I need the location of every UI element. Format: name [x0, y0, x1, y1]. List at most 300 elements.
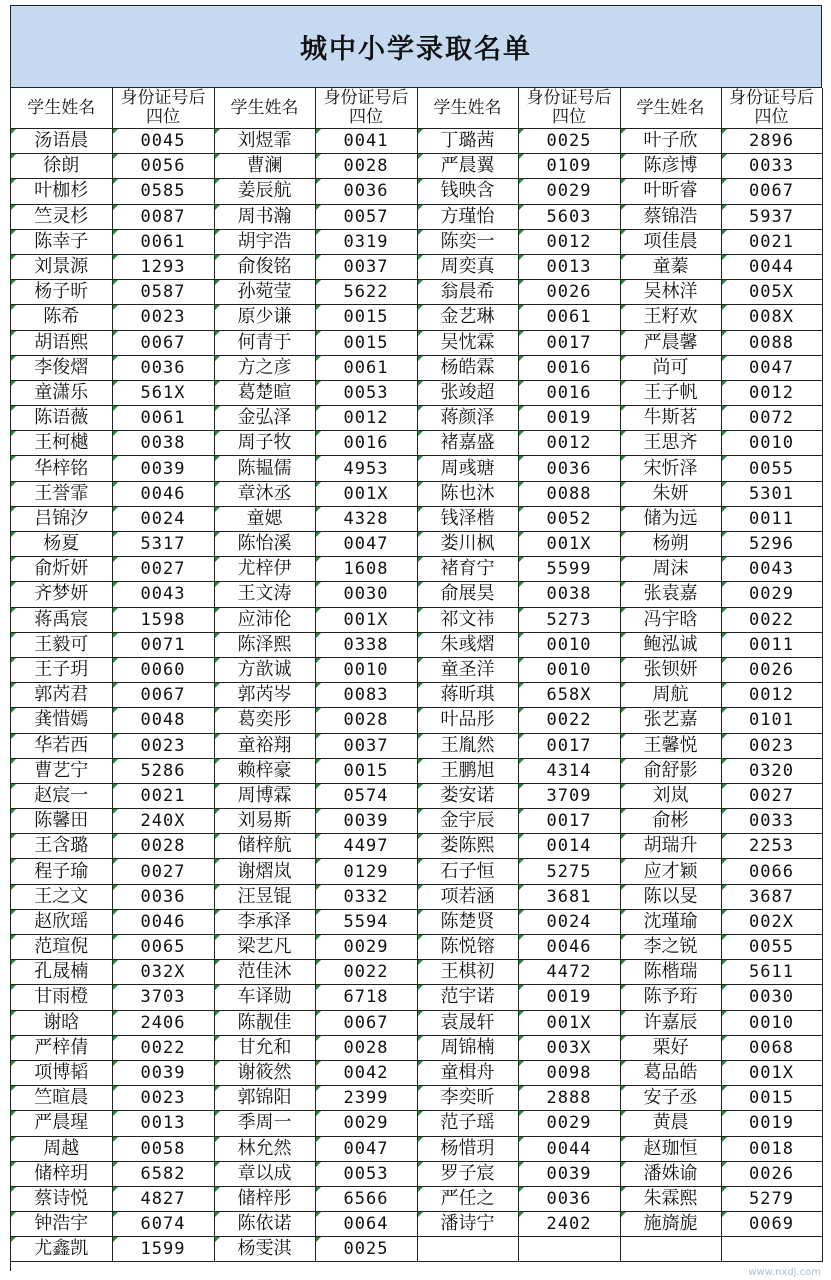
id-last4-cell	[721, 1237, 822, 1262]
student-name-cell: 蒋颜泽	[417, 406, 518, 431]
id-last4-cell: 0027	[721, 783, 822, 808]
id-last4-cell: 0338	[315, 632, 417, 657]
table-row	[11, 506, 822, 531]
student-name-cell: 陈希	[11, 305, 112, 330]
student-name-cell: 金艺琳	[417, 305, 518, 330]
student-name-cell: 葛奕彤	[214, 708, 315, 733]
id-last4-cell: 5296	[721, 532, 822, 557]
student-name-cell: 钱泽楷	[417, 506, 518, 531]
id-last4-cell: 1598	[112, 607, 214, 632]
student-name-cell: 蔡诗悦	[11, 1186, 112, 1211]
student-name-cell: 周航	[620, 683, 721, 708]
id-last4-cell: 0088	[518, 481, 620, 506]
student-name-cell: 方之彦	[214, 355, 315, 380]
id-last4-cell: 0045	[112, 129, 214, 154]
student-name-cell: 吕锦汐	[11, 506, 112, 531]
id-last4-cell: 658X	[518, 683, 620, 708]
student-name-cell: 张竣超	[417, 380, 518, 405]
table-row	[11, 758, 822, 783]
table-row	[11, 733, 822, 758]
student-name-cell: 郭芮君	[11, 683, 112, 708]
student-name-cell: 朱妍	[620, 481, 721, 506]
table-row	[11, 1060, 822, 1085]
student-name-cell	[417, 1237, 518, 1262]
student-name-cell: 李承泽	[214, 909, 315, 934]
id-last4-cell: 001X	[721, 1060, 822, 1085]
student-name-cell: 谢晗	[11, 1010, 112, 1035]
id-last4-cell: 0024	[518, 909, 620, 934]
id-last4-cell: 0048	[112, 708, 214, 733]
id-last4-cell: 0043	[721, 557, 822, 582]
student-name-cell: 宋忻泽	[620, 456, 721, 481]
table-row	[11, 783, 822, 808]
student-name-cell: 俞展昊	[417, 582, 518, 607]
id-last4-cell: 001X	[315, 607, 417, 632]
student-name-cell: 汪昱锟	[214, 884, 315, 909]
id-last4-cell: 0067	[112, 683, 214, 708]
id-last4-cell: 0039	[112, 1060, 214, 1085]
header-id: 身份证号后四位	[112, 88, 214, 129]
table-row	[11, 154, 822, 179]
student-name-cell: 蒋昕琪	[417, 683, 518, 708]
student-name-cell: 刘景源	[11, 254, 112, 279]
id-last4-cell: 0067	[112, 330, 214, 355]
id-last4-cell: 3681	[518, 884, 620, 909]
id-last4-cell: 0012	[315, 406, 417, 431]
student-name-cell: 范宇诺	[417, 985, 518, 1010]
id-last4-cell: 0021	[721, 229, 822, 254]
id-last4-cell: 0029	[518, 1111, 620, 1136]
id-last4-cell: 0046	[112, 909, 214, 934]
student-name-cell: 潘诗宁	[417, 1212, 518, 1237]
student-name-cell: 汤语晨	[11, 129, 112, 154]
id-last4-cell: 0039	[518, 1161, 620, 1186]
student-name-cell: 尤梓伊	[214, 557, 315, 582]
id-last4-cell: 008X	[721, 305, 822, 330]
header-name: 学生姓名	[214, 88, 315, 129]
student-name-cell: 储梓彤	[214, 1186, 315, 1211]
id-last4-cell: 0055	[721, 935, 822, 960]
header-name: 学生姓名	[417, 88, 518, 129]
id-last4-cell: 1293	[112, 254, 214, 279]
student-name-cell: 王子玥	[11, 657, 112, 682]
table-row	[11, 481, 822, 506]
student-name-cell: 严晨翼	[417, 154, 518, 179]
id-last4-cell: 001X	[315, 481, 417, 506]
student-name-cell: 应沛伦	[214, 607, 315, 632]
id-last4-cell: 0023	[721, 733, 822, 758]
student-name-cell: 翁晨希	[417, 280, 518, 305]
id-last4-cell: 0037	[315, 254, 417, 279]
student-name-cell: 褚嘉盛	[417, 431, 518, 456]
id-last4-cell: 0061	[112, 406, 214, 431]
student-name-cell: 谢熠岚	[214, 859, 315, 884]
student-name-cell: 甘允和	[214, 1035, 315, 1060]
id-last4-cell: 0047	[315, 1136, 417, 1161]
table-row	[11, 1010, 822, 1035]
student-name-cell: 严晨瑆	[11, 1111, 112, 1136]
student-name-cell: 齐梦妍	[11, 582, 112, 607]
student-name-cell: 范子瑶	[417, 1111, 518, 1136]
id-last4-cell: 1608	[315, 557, 417, 582]
table-row	[11, 431, 822, 456]
student-name-cell: 车译勋	[214, 985, 315, 1010]
id-last4-cell: 003X	[518, 1035, 620, 1060]
student-name-cell: 胡瑞升	[620, 834, 721, 859]
id-last4-cell: 0033	[721, 154, 822, 179]
table-row	[11, 683, 822, 708]
id-last4-cell: 0021	[112, 783, 214, 808]
id-last4-cell: 5603	[518, 204, 620, 229]
table-row	[11, 129, 822, 154]
table-row	[11, 960, 822, 985]
student-name-cell: 王馨悦	[620, 733, 721, 758]
student-name-cell: 杨皓霖	[417, 355, 518, 380]
id-last4-cell: 0071	[112, 632, 214, 657]
student-name-cell: 陈奕一	[417, 229, 518, 254]
student-name-cell: 陈怡溪	[214, 532, 315, 557]
id-last4-cell: 0010	[518, 657, 620, 682]
id-last4-cell: 0012	[721, 683, 822, 708]
table-row	[11, 532, 822, 557]
id-last4-cell: 0101	[721, 708, 822, 733]
id-last4-cell: 0038	[112, 431, 214, 456]
student-name-cell: 陈馨田	[11, 809, 112, 834]
id-last4-cell: 0047	[315, 532, 417, 557]
student-name-cell: 何青于	[214, 330, 315, 355]
student-name-cell: 王毅可	[11, 632, 112, 657]
id-last4-cell: 032X	[112, 960, 214, 985]
id-last4-cell: 0010	[721, 1010, 822, 1035]
id-last4-cell: 0010	[721, 431, 822, 456]
id-last4-cell: 0058	[112, 1136, 214, 1161]
id-last4-cell: 6718	[315, 985, 417, 1010]
student-name-cell: 陈以旻	[620, 884, 721, 909]
id-last4-cell: 0055	[721, 456, 822, 481]
student-name-cell: 项博韬	[11, 1060, 112, 1085]
student-name-cell: 季周一	[214, 1111, 315, 1136]
table-row	[11, 809, 822, 834]
student-name-cell: 杨朔	[620, 532, 721, 557]
id-last4-cell: 0046	[518, 935, 620, 960]
id-last4-cell: 0041	[315, 129, 417, 154]
id-last4-cell: 0064	[315, 1212, 417, 1237]
id-last4-cell: 0053	[315, 1161, 417, 1186]
id-last4-cell: 0028	[112, 834, 214, 859]
id-last4-cell: 0015	[315, 305, 417, 330]
student-name-cell: 周子牧	[214, 431, 315, 456]
student-name-cell: 林允然	[214, 1136, 315, 1161]
student-name-cell: 陈语薇	[11, 406, 112, 431]
id-last4-cell: 2402	[518, 1212, 620, 1237]
id-last4-cell: 0017	[518, 733, 620, 758]
id-last4-cell: 0047	[721, 355, 822, 380]
header-id: 身份证号后四位	[721, 88, 822, 129]
id-last4-cell: 0026	[721, 657, 822, 682]
table-row	[11, 985, 822, 1010]
student-name-cell: 俞彬	[620, 809, 721, 834]
id-last4-cell: 0039	[112, 456, 214, 481]
id-last4-cell: 0037	[315, 733, 417, 758]
watermark: www.nxdj.com	[748, 1267, 821, 1278]
student-name-cell: 潘姝谕	[620, 1161, 721, 1186]
id-last4-cell: 0046	[112, 481, 214, 506]
student-name-cell: 华若西	[11, 733, 112, 758]
id-last4-cell: 6566	[315, 1186, 417, 1211]
student-name-cell: 蔡锦浩	[620, 204, 721, 229]
id-last4-cell: 0036	[518, 1186, 620, 1211]
id-last4-cell: 0036	[112, 884, 214, 909]
id-last4-cell: 0017	[518, 330, 620, 355]
student-name-cell: 王籽欢	[620, 305, 721, 330]
table-row	[11, 1136, 822, 1161]
student-name-cell	[620, 1237, 721, 1262]
id-last4-cell: 0087	[112, 204, 214, 229]
student-name-cell: 严梓倩	[11, 1035, 112, 1060]
id-last4-cell: 0029	[721, 582, 822, 607]
id-last4-cell: 0015	[721, 1086, 822, 1111]
id-last4-cell: 0028	[315, 1035, 417, 1060]
id-last4-cell: 0015	[315, 758, 417, 783]
id-last4-cell: 0022	[721, 607, 822, 632]
student-name-cell: 陈也沐	[417, 481, 518, 506]
id-last4-cell: 0029	[518, 179, 620, 204]
id-last4-cell: 0109	[518, 154, 620, 179]
student-name-cell: 葛楚暄	[214, 380, 315, 405]
table-row	[11, 456, 822, 481]
table-row	[11, 1111, 822, 1136]
student-name-cell: 李之锐	[620, 935, 721, 960]
table-row	[11, 406, 822, 431]
table-row	[11, 657, 822, 682]
id-last4-cell: 0029	[315, 935, 417, 960]
student-name-cell: 陈悦镕	[417, 935, 518, 960]
id-last4-cell: 0038	[518, 582, 620, 607]
id-last4-cell: 0010	[518, 632, 620, 657]
id-last4-cell: 5286	[112, 758, 214, 783]
student-name-cell: 周越	[11, 1136, 112, 1161]
student-name-cell: 杨子昕	[11, 280, 112, 305]
student-name-cell: 周书瀚	[214, 204, 315, 229]
student-name-cell: 朱霖熙	[620, 1186, 721, 1211]
id-last4-cell: 0320	[721, 758, 822, 783]
id-last4-cell: 0587	[112, 280, 214, 305]
id-last4-cell: 0585	[112, 179, 214, 204]
id-last4-cell: 0022	[518, 708, 620, 733]
id-last4-cell: 0019	[518, 985, 620, 1010]
id-last4-cell: 5594	[315, 909, 417, 934]
student-name-cell: 赖梓豪	[214, 758, 315, 783]
student-name-cell: 张袁嘉	[620, 582, 721, 607]
id-last4-cell: 3687	[721, 884, 822, 909]
id-last4-cell: 0098	[518, 1060, 620, 1085]
id-last4-cell: 0019	[721, 1111, 822, 1136]
student-name-cell: 陈予珩	[620, 985, 721, 1010]
table-row	[11, 884, 822, 909]
id-last4-cell: 561X	[112, 380, 214, 405]
student-name-cell: 储为远	[620, 506, 721, 531]
table-row	[11, 380, 822, 405]
student-name-cell: 杨夏	[11, 532, 112, 557]
table-row	[11, 859, 822, 884]
student-name-cell: 蒋禹宸	[11, 607, 112, 632]
id-last4-cell: 0016	[518, 380, 620, 405]
student-name-cell: 娄陈熙	[417, 834, 518, 859]
id-last4-cell: 0067	[721, 179, 822, 204]
student-name-cell: 俞舒影	[620, 758, 721, 783]
id-last4-cell: 5622	[315, 280, 417, 305]
student-name-cell: 丁璐茜	[417, 129, 518, 154]
id-last4-cell: 0024	[112, 506, 214, 531]
student-name-cell: 刘煜霏	[214, 129, 315, 154]
id-last4-cell	[518, 1237, 620, 1262]
id-last4-cell: 4328	[315, 506, 417, 531]
id-last4-cell: 0069	[721, 1212, 822, 1237]
student-name-cell: 姜辰航	[214, 179, 315, 204]
student-name-cell: 钱映含	[417, 179, 518, 204]
id-last4-cell: 0026	[721, 1161, 822, 1186]
student-name-cell: 叶子欣	[620, 129, 721, 154]
student-name-cell: 周锦楠	[417, 1035, 518, 1060]
student-name-cell: 王鹏旭	[417, 758, 518, 783]
student-name-cell: 张钡妍	[620, 657, 721, 682]
table-row	[11, 1237, 822, 1262]
id-last4-cell: 0060	[112, 657, 214, 682]
student-name-cell: 刘易斯	[214, 809, 315, 834]
id-last4-cell: 0042	[315, 1060, 417, 1085]
id-last4-cell: 0066	[721, 859, 822, 884]
student-name-cell: 陈靓佳	[214, 1010, 315, 1035]
student-name-cell: 王誉霏	[11, 481, 112, 506]
id-last4-cell: 4827	[112, 1186, 214, 1211]
student-name-cell: 吴忱霖	[417, 330, 518, 355]
student-name-cell: 章以成	[214, 1161, 315, 1186]
table-row	[11, 179, 822, 204]
student-name-cell: 陈幸子	[11, 229, 112, 254]
student-name-cell: 张艺嘉	[620, 708, 721, 733]
table-row	[11, 834, 822, 859]
student-name-cell: 王柯樾	[11, 431, 112, 456]
id-last4-cell: 0036	[112, 355, 214, 380]
id-last4-cell: 6582	[112, 1161, 214, 1186]
student-name-cell: 梁艺凡	[214, 935, 315, 960]
student-name-cell: 罗子宸	[417, 1161, 518, 1186]
student-name-cell: 项若涵	[417, 884, 518, 909]
id-last4-cell: 0027	[112, 557, 214, 582]
student-name-cell: 曹艺宁	[11, 758, 112, 783]
student-name-cell: 方瑾怡	[417, 204, 518, 229]
student-name-cell: 陈韫儒	[214, 456, 315, 481]
id-last4-cell: 5279	[721, 1186, 822, 1211]
student-name-cell: 陈彦博	[620, 154, 721, 179]
id-last4-cell: 0017	[518, 809, 620, 834]
student-name-cell: 王之文	[11, 884, 112, 909]
id-last4-cell: 0052	[518, 506, 620, 531]
student-name-cell: 尚可	[620, 355, 721, 380]
id-last4-cell: 0025	[315, 1237, 417, 1262]
student-name-cell: 华梓铭	[11, 456, 112, 481]
id-last4-cell: 0043	[112, 582, 214, 607]
student-name-cell: 杨惜玥	[417, 1136, 518, 1161]
id-last4-cell: 0023	[112, 1086, 214, 1111]
student-name-cell: 牛斯茗	[620, 406, 721, 431]
student-name-cell: 陈楷瑞	[620, 960, 721, 985]
student-name-cell: 陈楚贤	[417, 909, 518, 934]
student-name-cell: 章沐丞	[214, 481, 315, 506]
student-name-cell: 竺暄晨	[11, 1086, 112, 1111]
student-name-cell: 栗好	[620, 1035, 721, 1060]
id-last4-cell: 5611	[721, 960, 822, 985]
student-name-cell: 钟浩宇	[11, 1212, 112, 1237]
table-row	[11, 204, 822, 229]
id-last4-cell: 0013	[518, 254, 620, 279]
table-row	[11, 305, 822, 330]
table-row	[11, 1212, 822, 1237]
id-last4-cell: 0022	[112, 1035, 214, 1060]
id-last4-cell: 0574	[315, 783, 417, 808]
table-row	[11, 229, 822, 254]
id-last4-cell: 0029	[315, 1111, 417, 1136]
id-last4-cell: 2399	[315, 1086, 417, 1111]
student-name-cell: 李俊熠	[11, 355, 112, 380]
student-name-cell: 施旖旎	[620, 1212, 721, 1237]
student-name-cell: 郭芮岑	[214, 683, 315, 708]
id-last4-cell: 4497	[315, 834, 417, 859]
table-row	[11, 708, 822, 733]
id-last4-cell: 5599	[518, 557, 620, 582]
student-name-cell: 原少谦	[214, 305, 315, 330]
table-row	[11, 280, 822, 305]
table-row	[11, 355, 822, 380]
student-name-cell: 周彧瑭	[417, 456, 518, 481]
student-name-cell: 黄晨	[620, 1111, 721, 1136]
student-name-cell: 娄川枫	[417, 532, 518, 557]
student-name-cell: 褚育宁	[417, 557, 518, 582]
student-name-cell: 石子恒	[417, 859, 518, 884]
id-last4-cell: 0012	[518, 431, 620, 456]
student-name-cell: 陈依诺	[214, 1212, 315, 1237]
id-last4-cell: 0030	[721, 985, 822, 1010]
admission-sheet	[10, 5, 822, 1271]
id-last4-cell: 0012	[518, 229, 620, 254]
student-name-cell: 尤鑫凯	[11, 1237, 112, 1262]
id-last4-cell: 0036	[518, 456, 620, 481]
id-last4-cell: 2896	[721, 129, 822, 154]
page-title: 城中小学录取名单	[11, 6, 822, 88]
id-last4-cell: 0057	[315, 204, 417, 229]
id-last4-cell: 0014	[518, 834, 620, 859]
id-last4-cell: 0053	[315, 380, 417, 405]
id-last4-cell: 0015	[315, 330, 417, 355]
student-name-cell: 周博霖	[214, 783, 315, 808]
student-name-cell: 方歆诚	[214, 657, 315, 682]
id-last4-cell: 0061	[315, 355, 417, 380]
table-row	[11, 935, 822, 960]
id-last4-cell: 0072	[721, 406, 822, 431]
header-row	[11, 88, 822, 129]
id-last4-cell: 0023	[112, 733, 214, 758]
id-last4-cell: 5301	[721, 481, 822, 506]
header-id: 身份证号后四位	[315, 88, 417, 129]
id-last4-cell: 0022	[315, 960, 417, 985]
student-name-cell: 俞炘妍	[11, 557, 112, 582]
id-last4-cell: 0319	[315, 229, 417, 254]
student-name-cell: 童蓁	[620, 254, 721, 279]
id-last4-cell: 0033	[721, 809, 822, 834]
student-name-cell: 金弘泽	[214, 406, 315, 431]
student-name-cell: 胡宇浩	[214, 229, 315, 254]
student-name-cell: 娄安诺	[417, 783, 518, 808]
